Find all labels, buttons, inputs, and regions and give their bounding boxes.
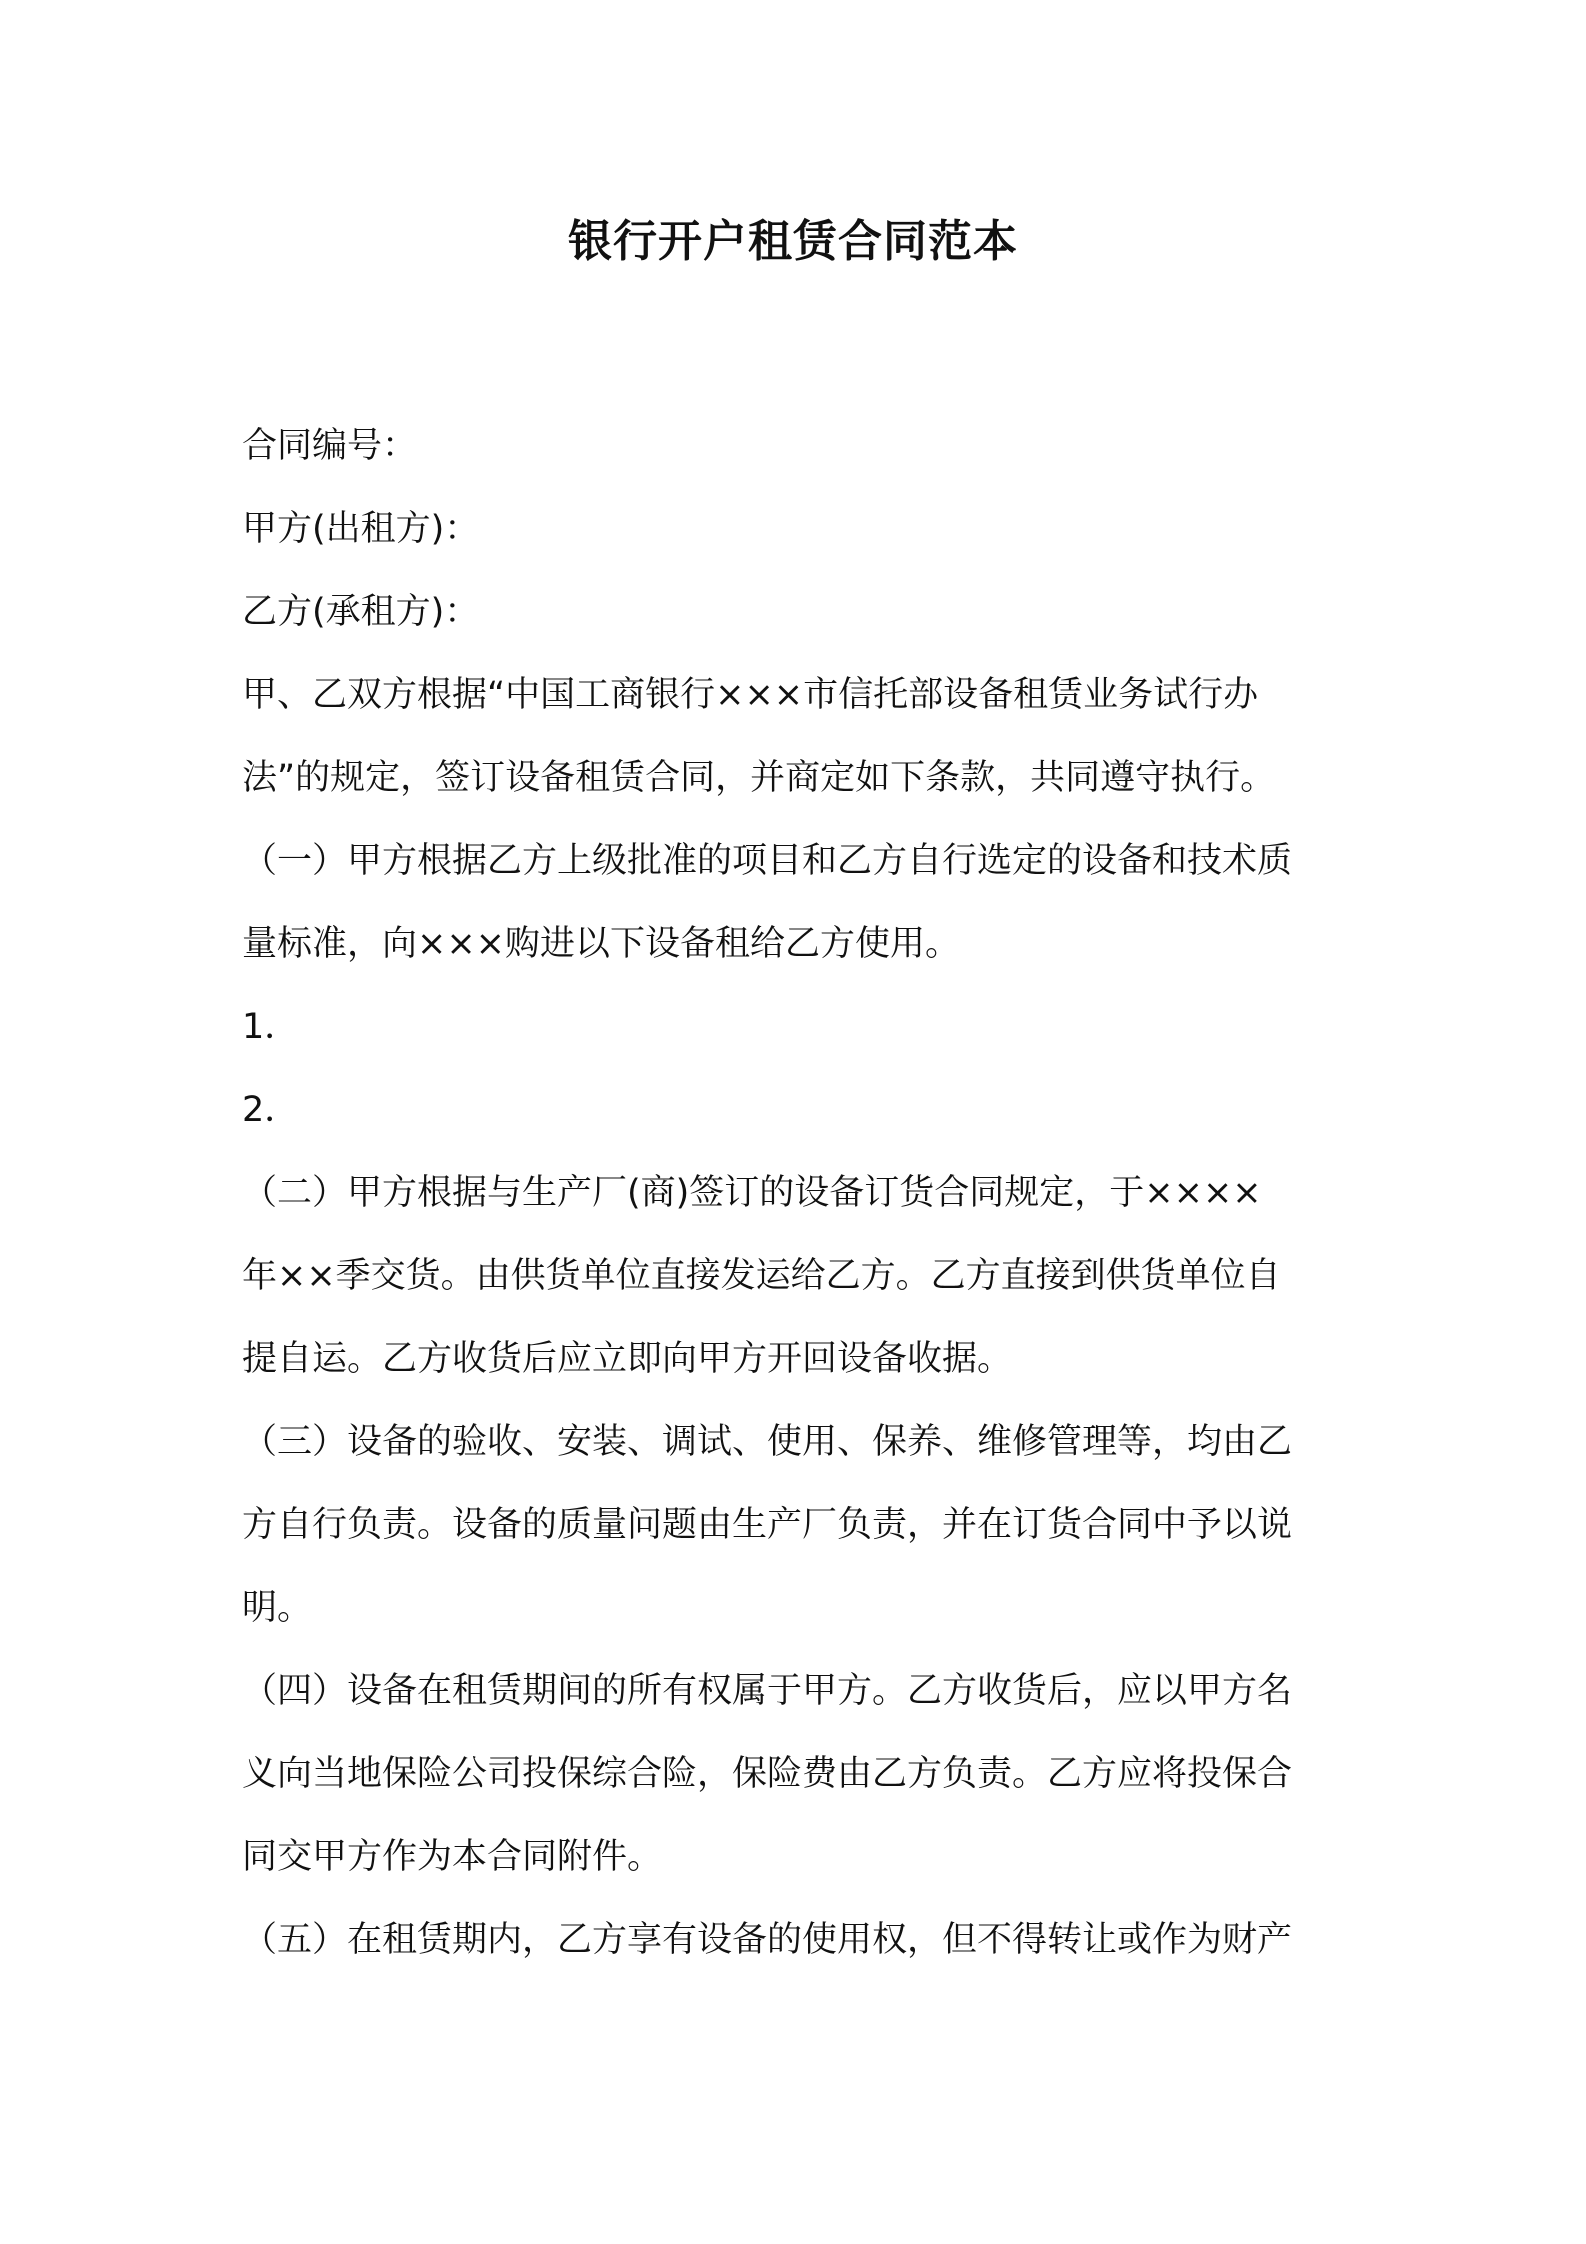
paragraph-line: 方自行负责。设备的质量问题由生产厂负责，并在订货合同中予以说: [242, 1505, 1293, 1545]
paragraph-line: 甲、乙双方根据“中国工商银行×××市信托部设备租赁业务试行办: [242, 675, 1259, 715]
paragraph-line: 量标准，向×××购进以下设备租给乙方使用。: [242, 924, 960, 964]
paragraph-line: 明。: [242, 1588, 313, 1628]
list-item-2: 2．: [242, 1090, 300, 1130]
paragraph-line: 同交甲方作为本合同附件。: [242, 1837, 663, 1877]
party-a-line: 甲方(出租方)：: [242, 509, 480, 549]
contract-number-line: 合同编号：: [242, 426, 418, 466]
clause-3-line: （三）设备的验收、安装、调试、使用、保养、维修管理等，均由乙: [242, 1422, 1293, 1462]
clause-5-line: （五）在租赁期内，乙方享有设备的使用权，但不得转让或作为财产: [242, 1920, 1293, 1960]
paragraph-line: 法”的规定，签订设备租赁合同，并商定如下条款，共同遵守执行。: [242, 758, 1276, 798]
paragraph-line: 提自运。乙方收货后应立即向甲方开回设备收据。: [242, 1339, 1013, 1379]
document-body: [242, 405, 1352, 1982]
clause-2-line: （二）甲方根据与生产厂(商)签订的设备订货合同规定，于××××: [242, 1173, 1262, 1213]
clause-1-line: （一）甲方根据乙方上级批准的项目和乙方自行选定的设备和技术质: [242, 841, 1293, 881]
list-item-1: 1．: [242, 1007, 300, 1047]
document-title: 银行开户租赁合同范本: [568, 216, 1018, 267]
paragraph-line: 年××季交货。由供货单位直接发运给乙方。乙方直接到供货单位自: [242, 1256, 1281, 1296]
paragraph-line: 义向当地保险公司投保综合险，保险费由乙方负责。乙方应将投保合: [242, 1754, 1293, 1794]
clause-4-line: （四）设备在租赁期间的所有权属于甲方。乙方收货后，应以甲方名: [242, 1671, 1293, 1711]
party-b-line: 乙方(承租方)：: [242, 592, 480, 632]
